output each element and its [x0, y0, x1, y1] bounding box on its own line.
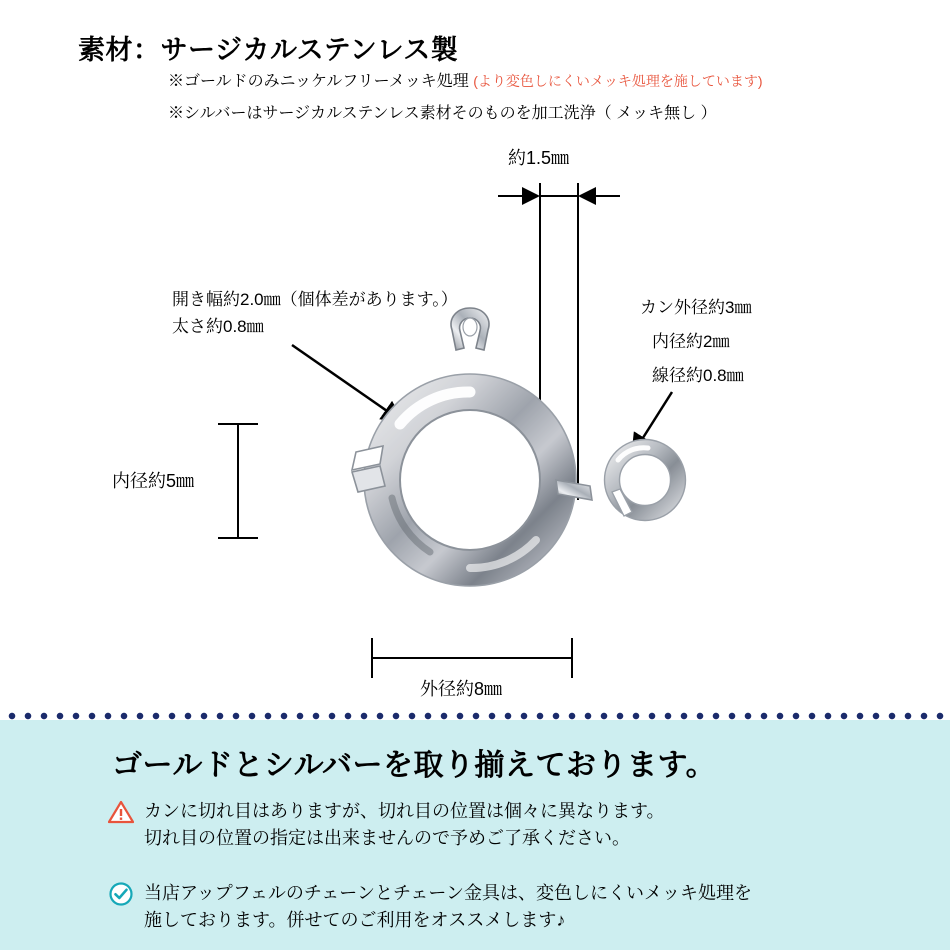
- dimension-label-jump-ring-wire: 線径約0.8㎜: [652, 366, 744, 385]
- check-circle-icon: [108, 882, 134, 906]
- jump-ring: [605, 440, 686, 521]
- dotted-divider: [0, 712, 950, 720]
- dimension-label-outer-diameter: 外径約8㎜: [420, 679, 503, 699]
- list-item-line-1: 当店アップフェルのチェーンとチェーン金具は、変色しにくいメッキ処理を: [144, 883, 753, 903]
- dimension-label-jump-ring-inner: 内径約2㎜: [652, 332, 730, 351]
- list-item-line-2: 施しております。併せてのご利用をオススメします♪: [144, 910, 566, 930]
- list-item-line-2: 切れ目の位置の指定は出来ませんので予めご了承ください。: [144, 828, 630, 848]
- list-item-line-1: カンに切れ目はありますが、切れ目の位置は個々に異なります。: [144, 801, 665, 821]
- list-item: [108, 798, 665, 852]
- dimension-outer-diameter-graphic: [372, 638, 572, 678]
- warning-triangle-icon: [108, 800, 134, 824]
- dimension-inner-diameter-graphic: [218, 424, 258, 538]
- bottom-panel-title: ゴールドとシルバーを取り揃えております。: [112, 749, 717, 782]
- leader-opening-width: [292, 345, 400, 420]
- dimension-label-top-width: 約1.5㎜: [508, 148, 570, 168]
- list-item: [108, 880, 752, 934]
- bottom-info-panel: [0, 720, 950, 950]
- dimension-label-opening-width: 開き幅約2.0㎜（個体差があります。）: [172, 290, 458, 309]
- material-note-1-accent: (より変色しにくいメッキ処理を施しています): [473, 73, 763, 89]
- dimension-label-thickness: 太さ約0.8㎜: [172, 317, 264, 336]
- material-note-2: ※シルバーはサージカルステンレス素材そのものを加工洗浄（ メッキ無し ）: [168, 105, 717, 122]
- dimension-label-jump-ring-outer: カン外径約3㎜: [640, 298, 752, 317]
- page-title: 素材：サージカルステンレス製: [78, 35, 459, 65]
- material-note-1-main: ※ゴールドのみニッケルフリーメッキ処理: [168, 73, 474, 90]
- dimension-label-inner-diameter: 内径約5㎜: [112, 471, 195, 491]
- spring-ring-clasp: [352, 308, 592, 586]
